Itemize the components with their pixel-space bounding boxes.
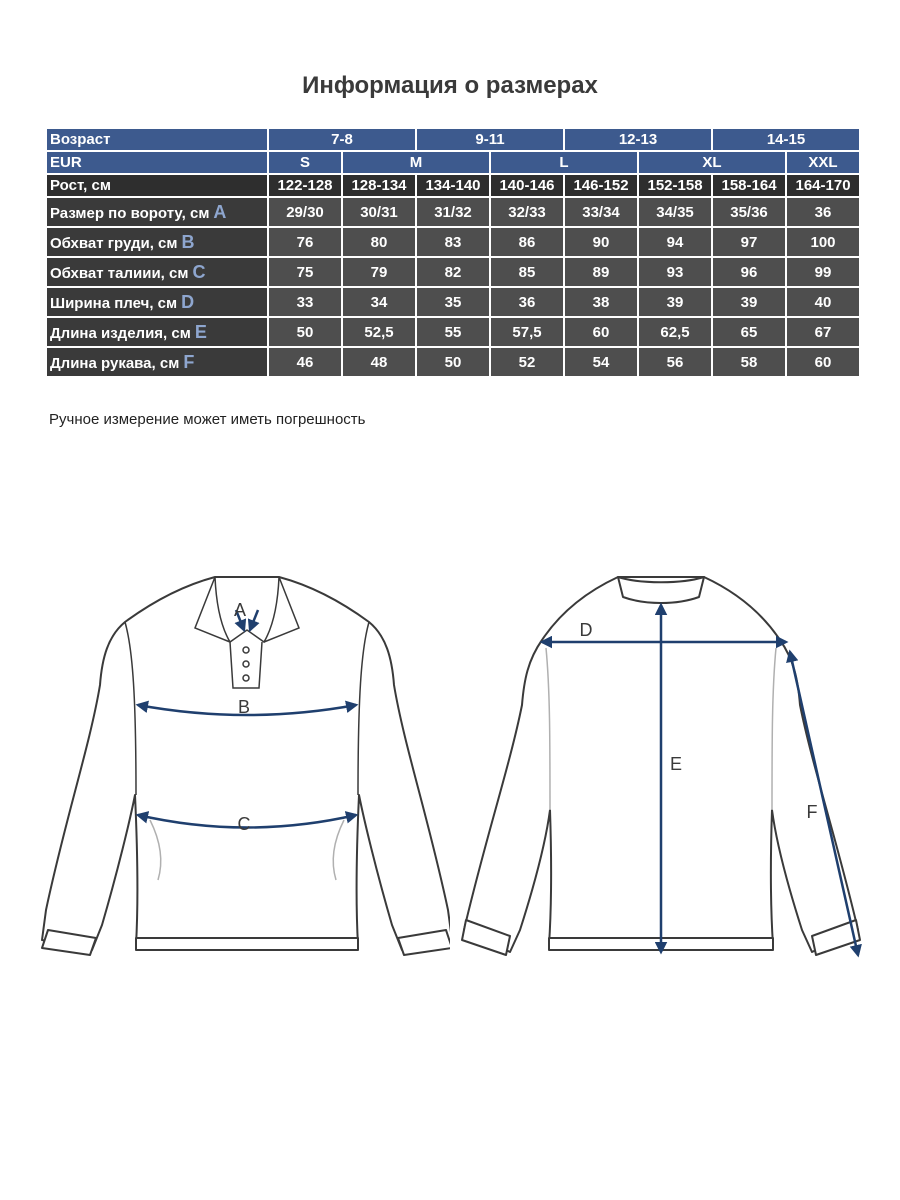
value-cell: 89 bbox=[565, 258, 637, 286]
height-cell: 140-146 bbox=[491, 175, 563, 196]
age-label: Возраст bbox=[47, 129, 267, 150]
value-cell: 32/33 bbox=[491, 198, 563, 226]
value-cell: 96 bbox=[713, 258, 785, 286]
label-b: B bbox=[237, 697, 251, 717]
value-cell: 50 bbox=[417, 348, 489, 376]
value-cell: 85 bbox=[491, 258, 563, 286]
value-cell: 33/34 bbox=[565, 198, 637, 226]
height-cell: 134-140 bbox=[417, 175, 489, 196]
value-cell: 93 bbox=[639, 258, 711, 286]
height-cell: 152-158 bbox=[639, 175, 711, 196]
eur-size: L bbox=[491, 152, 637, 173]
row-label-text: Обхват талиии, см bbox=[50, 264, 189, 282]
value-cell: 35 bbox=[417, 288, 489, 316]
row-label-text: Ширина плеч, см bbox=[50, 294, 178, 312]
eur-size: M bbox=[343, 152, 489, 173]
row-letter: F bbox=[183, 351, 195, 372]
value-cell: 58 bbox=[713, 348, 785, 376]
height-cell: 128-134 bbox=[343, 175, 415, 196]
row-letter: A bbox=[213, 201, 227, 222]
eur-size: XXL bbox=[787, 152, 859, 173]
value-cell: 34 bbox=[343, 288, 415, 316]
row-label bbox=[47, 198, 267, 226]
measure-row-collar bbox=[47, 198, 859, 226]
value-cell: 36 bbox=[787, 198, 859, 226]
value-cell: 76 bbox=[269, 228, 341, 256]
eur-size: XL bbox=[639, 152, 785, 173]
shirt-back-sketch bbox=[450, 560, 870, 980]
label-c: C bbox=[237, 814, 251, 834]
row-label-text: Длина рукава, см bbox=[50, 354, 180, 372]
value-cell: 48 bbox=[343, 348, 415, 376]
value-cell: 79 bbox=[343, 258, 415, 286]
value-cell: 57,5 bbox=[491, 318, 563, 346]
label-f: F bbox=[806, 802, 818, 822]
value-cell: 34/35 bbox=[639, 198, 711, 226]
eur-row bbox=[47, 152, 859, 173]
row-label bbox=[47, 318, 267, 346]
height-cell: 122-128 bbox=[269, 175, 341, 196]
row-label bbox=[47, 228, 267, 256]
height-label: Рост, см bbox=[47, 175, 267, 196]
value-cell: 99 bbox=[787, 258, 859, 286]
eur-label: EUR bbox=[47, 152, 267, 173]
value-cell: 39 bbox=[713, 288, 785, 316]
row-letter: E bbox=[194, 321, 207, 342]
measurement-note: Ручное измерение может иметь погрешность bbox=[49, 411, 366, 428]
row-label-text: Длина изделия, см bbox=[50, 324, 191, 342]
row-label bbox=[47, 288, 267, 316]
value-cell: 46 bbox=[269, 348, 341, 376]
value-cell: 38 bbox=[565, 288, 637, 316]
value-cell: 29/30 bbox=[269, 198, 341, 226]
age-group: 12-13 bbox=[565, 129, 711, 150]
value-cell: 86 bbox=[491, 228, 563, 256]
value-cell: 52 bbox=[491, 348, 563, 376]
value-cell: 60 bbox=[787, 348, 859, 376]
value-cell: 75 bbox=[269, 258, 341, 286]
measure-row-shoulders bbox=[47, 288, 859, 316]
height-cell: 158-164 bbox=[713, 175, 785, 196]
value-cell: 52,5 bbox=[343, 318, 415, 346]
age-group: 14-15 bbox=[713, 129, 859, 150]
value-cell: 30/31 bbox=[343, 198, 415, 226]
value-cell: 55 bbox=[417, 318, 489, 346]
value-cell: 39 bbox=[639, 288, 711, 316]
value-cell: 36 bbox=[491, 288, 563, 316]
row-label-text: Обхват груди, см bbox=[50, 234, 178, 252]
row-label bbox=[47, 258, 267, 286]
value-cell: 50 bbox=[269, 318, 341, 346]
page-title: Информация о размерах bbox=[302, 72, 598, 99]
height-cell: 146-152 bbox=[565, 175, 637, 196]
row-label-text: Размер по вороту, см bbox=[50, 204, 210, 222]
row-label bbox=[47, 348, 267, 376]
value-cell: 33 bbox=[269, 288, 341, 316]
value-cell: 83 bbox=[417, 228, 489, 256]
row-letter: B bbox=[181, 231, 195, 252]
measure-row-waist bbox=[47, 258, 859, 286]
label-a: A bbox=[233, 600, 247, 620]
value-cell: 90 bbox=[565, 228, 637, 256]
eur-size: S bbox=[269, 152, 341, 173]
value-cell: 35/36 bbox=[713, 198, 785, 226]
value-cell: 62,5 bbox=[639, 318, 711, 346]
value-cell: 31/32 bbox=[417, 198, 489, 226]
row-letter: D bbox=[181, 291, 195, 312]
age-group: 7-8 bbox=[269, 129, 415, 150]
label-d: D bbox=[579, 620, 593, 640]
age-row bbox=[47, 129, 859, 150]
shirt-front-outline bbox=[42, 577, 450, 955]
measure-row-length bbox=[47, 318, 859, 346]
measure-row-sleeve bbox=[47, 348, 859, 376]
value-cell: 94 bbox=[639, 228, 711, 256]
value-cell: 54 bbox=[565, 348, 637, 376]
size-table bbox=[45, 127, 861, 378]
label-e: E bbox=[669, 754, 683, 774]
age-group: 9-11 bbox=[417, 129, 563, 150]
measure-row-chest bbox=[47, 228, 859, 256]
value-cell: 67 bbox=[787, 318, 859, 346]
value-cell: 100 bbox=[787, 228, 859, 256]
height-cell: 164-170 bbox=[787, 175, 859, 196]
value-cell: 40 bbox=[787, 288, 859, 316]
shirt-front-sketch bbox=[30, 560, 450, 980]
height-row bbox=[47, 175, 859, 196]
value-cell: 82 bbox=[417, 258, 489, 286]
value-cell: 56 bbox=[639, 348, 711, 376]
row-letter: C bbox=[192, 261, 206, 282]
value-cell: 97 bbox=[713, 228, 785, 256]
value-cell: 60 bbox=[565, 318, 637, 346]
value-cell: 80 bbox=[343, 228, 415, 256]
value-cell: 65 bbox=[713, 318, 785, 346]
